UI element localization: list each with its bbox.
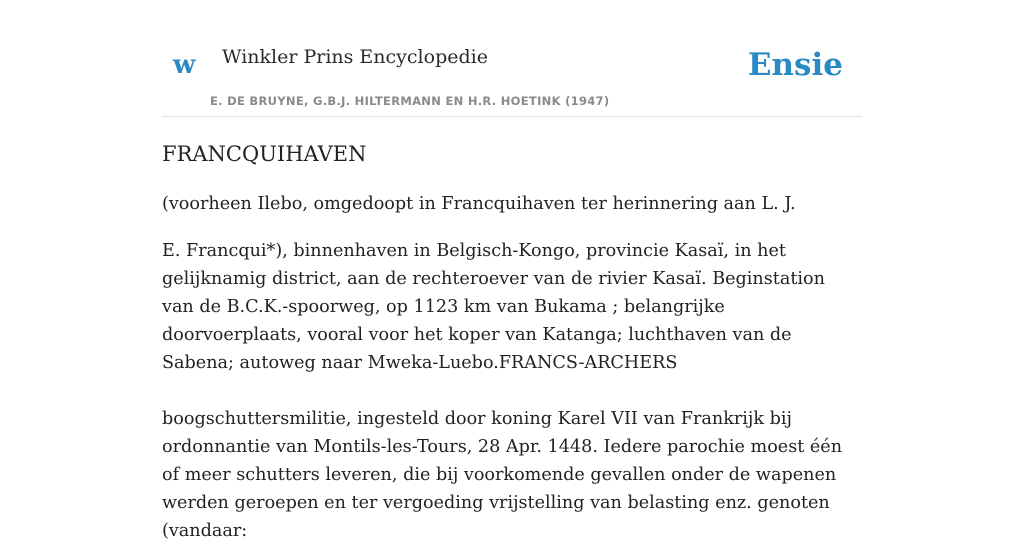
source-header (162, 0, 862, 117)
source-authors: E. DE BRUYNE, G.B.J. HILTERMANN EN H.R. HOETINK (1947) (210, 94, 610, 108)
article-headword: FRANCQUIHAVEN (162, 142, 367, 166)
article-paragraph: (voorheen Ilebo, omgedoopt in Francquihaven ter herinnering aan L. J. (162, 194, 796, 214)
winkler-prins-logo[interactable]: w (173, 50, 196, 80)
article-body (162, 138, 862, 545)
ensie-brand-logo[interactable]: Ensie (747, 47, 843, 83)
article-paragraph: E. Francqui*), binnenhaven in Belgisch-Kongo, provincie Kasaï, in het gelijknamig district, aan de rechteroever van de rivier Kasaï. Beginstation van de B.C.K.-spoorweg, op 1123 km van Bukama ; belangrijke doorvoerplaats, vooral voor het koper van Katanga; luchthaven van de Sabena; autoweg naar Mweka-Luebo.FRANCS-ARCHERS (162, 241, 825, 373)
article-paragraph: boogschuttersmilitie, ingesteld door koning Karel VII van Frankrijk bij ordonnantie van Montils-les-Tours, 28 Apr. 1448. Iedere parochie moest één of meer schutters leveren, die bij voorkomende gevallen onder de wapenen werden geroepen en ter vergoeding vrijstelling van belasting enz. genoten (vandaar: (162, 409, 843, 541)
source-title[interactable]: Winkler Prins Encyclopedie (222, 46, 488, 68)
